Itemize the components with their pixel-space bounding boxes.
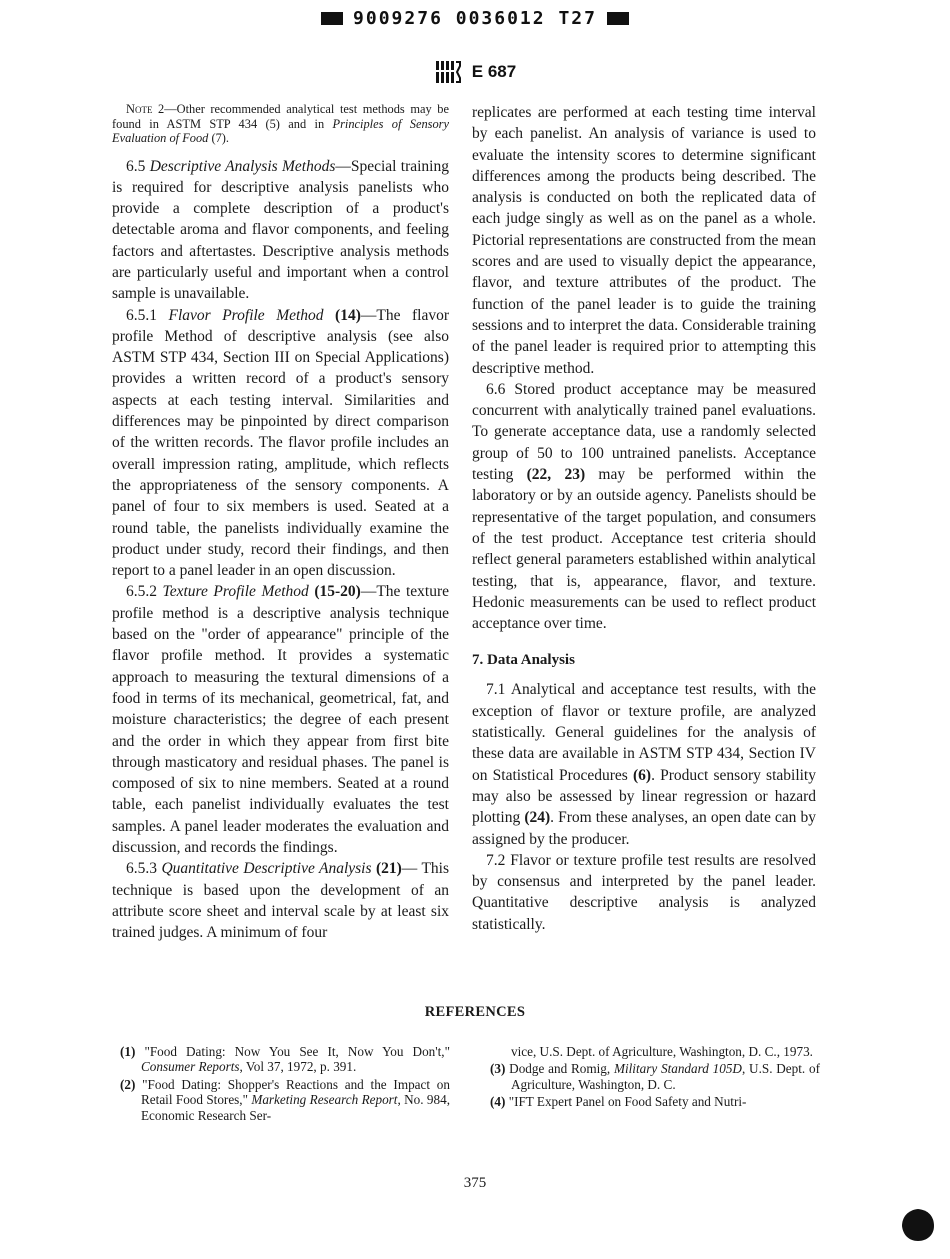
p652-num: 6.5.2 xyxy=(126,583,163,601)
right-column xyxy=(472,102,816,935)
p66-text-b: may be performed within the laboratory or by an outside agency. Panelists should be representative of the target population, and consumers of the test product. Acceptance test criteria should reflect general parameters established within analytical testing, that is, appearance, flavor, and texture. Hedonic measurements can be used to reflect product acceptance over time. xyxy=(472,466,816,633)
p651-ref: (14) xyxy=(323,306,361,324)
ref2-num: (2) xyxy=(120,1076,136,1092)
reference-1 xyxy=(120,1044,450,1075)
p66-text-a: 6.6 Stored product acceptance may be measured concurrent with analytically trained panel evaluations. To generate acceptance data, use a randomly selected group of 50 to 100 untrained panelists. Acceptance testing xyxy=(472,380,816,484)
note-label: Note 2 xyxy=(126,102,165,116)
barcode-header xyxy=(0,8,950,29)
p66-ref: (22, 23) xyxy=(526,466,586,484)
ref4-num: (4) xyxy=(490,1094,506,1110)
p71-text-a: 7.1 Analytical and acceptance test results, with the exception of flavor or texture profile, are analyzed statistically. General guidelines for the analysis of these data are available in ASTM STP 434, Section IV on Statistical Procedures xyxy=(472,681,816,784)
p71-text-c: . From these analyses, an open date can by assigned by the producer. xyxy=(472,809,817,848)
p65-title: Descriptive Analysis Methods xyxy=(149,157,336,175)
ref2-text-b: , No. 984, Economic Research Ser- xyxy=(141,1092,450,1123)
p652-title: Texture Profile Method xyxy=(162,583,309,601)
p653-title: Quantitative Descriptive Analysis xyxy=(161,860,372,878)
corner-registration-mark-icon xyxy=(900,1207,936,1243)
p65-num: 6.5 xyxy=(126,157,150,175)
standard-header xyxy=(0,58,950,86)
note-italic-title: Principles of Sensory Evaluation of Food xyxy=(112,116,449,145)
note-text-b: (7). xyxy=(208,131,230,145)
references-left xyxy=(120,1044,450,1125)
ref1-num: (1) xyxy=(120,1044,136,1059)
ref1-text-a: "Food Dating: Now You See It, Now You Don't," xyxy=(135,1044,450,1059)
reference-2-continued: vice, U.S. Dept. of Agriculture, Washington, D. C., 1973. xyxy=(511,1044,813,1059)
paragraph-6-5-1 xyxy=(112,305,449,582)
p71-ref1: (6) xyxy=(633,766,652,784)
note-text-a: —Other recommended analytical test methods may be found in ASTM STP 434 (5) and in xyxy=(112,102,449,131)
barcode-block-right xyxy=(607,12,629,25)
paragraph-6-6 xyxy=(472,379,816,635)
note-2 xyxy=(112,102,449,146)
p71-text-b: . Product sensory stability may also be assessed by linear regression or hazard plotting xyxy=(472,766,816,827)
p71-ref2: (24) xyxy=(524,809,551,827)
standard-number: E 687 xyxy=(471,62,517,81)
p65-text: —Special training is required for descriptive analysis panelists who provide a complete description of a product's detectable aroma and flavor components, and feeling factors and aftertastes. Descriptive analysis methods are particularly useful and important when a control sample is unavailable. xyxy=(112,157,449,303)
page-number: 375 xyxy=(463,1175,487,1191)
ref1-text-b: , Vol 37, 1972, p. 391. xyxy=(239,1059,357,1075)
references-heading: REFERENCES xyxy=(424,1004,526,1020)
p652-ref: (15-20) xyxy=(308,583,361,601)
reference-2 xyxy=(120,1077,450,1123)
barcode-block-left xyxy=(321,12,343,25)
p652-text: —The texture profile method is a descriptive analysis technique based on the "order of appearance" principle of the flavor profile method. It provides a systematic approach to measuring the textural dimensions of a food in terms of its mechanical, geometrical, fat, and moisture characteristics; the degree of each present and the order in which they appear from first bite through masticatory and residual phases. The panel is composed of six to nine members. Seated at a round table, each panelist individually evaluates the test samples. A panel leader moderates the evaluation and discussion, and records the findings. xyxy=(112,583,449,856)
paragraph-6-5-3 xyxy=(112,858,449,943)
reference-3 xyxy=(490,1061,820,1092)
ref3-italic: Military Standard 105D xyxy=(613,1061,742,1077)
ref3-text-a: Dodge and Romig, xyxy=(505,1061,614,1077)
left-column xyxy=(112,102,449,943)
ref2-text-a: "Food Dating: Shopper's Reactions and the Impact on Retail Food Stores," xyxy=(135,1076,450,1108)
p653-num: 6.5.3 xyxy=(126,860,162,878)
ref3-num: (3) xyxy=(490,1061,506,1077)
p653-text: — This technique is based upon the development of an attribute score sheet and interval scale by at least six trained judges. A minimum of four xyxy=(112,860,449,942)
p653-ref: (21) xyxy=(371,860,402,878)
barcode-text: 9009276 0036012 T27 xyxy=(353,8,597,29)
p651-title: Flavor Profile Method xyxy=(168,306,324,324)
ref3-text-b: , U.S. Dept. of Agriculture, Washington, D. C. xyxy=(511,1061,820,1092)
astm-logo-icon xyxy=(434,58,462,86)
paragraph-6-5-2 xyxy=(112,581,449,858)
paragraph-7-2: 7.2 Flavor or texture profile test results are resolved by consensus and interpreted by the panel leader. Quantitative descriptive analysis is analyzed statistically. xyxy=(472,851,816,933)
ref1-italic: Consumer Reports xyxy=(141,1059,240,1075)
references-right xyxy=(490,1044,820,1112)
ref2-italic: Marketing Research Report xyxy=(251,1092,398,1108)
paragraph-6-5-3-continued: replicates are performed at each testing time interval by each panelist. An analysis of variance is used to evaluate the intensity scores to determine significant differences among the products being described. The analysis is conducted on both the replicated data of each judge singly as well as on the panel as a whole. Pictorial representations are constructed from the mean scores and are used to visually depict the appearance, flavor, and texture attributes of the product. The function of the panel leader is to guide the training sessions and to interpret the data. Considerable training of the panel leader is required prior to attempting this descriptive method. xyxy=(472,104,816,377)
paragraph-7-1 xyxy=(472,679,816,849)
p651-num: 6.5.1 xyxy=(126,306,169,324)
reference-4 xyxy=(490,1094,820,1109)
p651-text: —The flavor profile Method of descriptive analysis (see also ASTM STP 434, Section III on Special Applications) provides a written record of a product's sensory aspects at each testing interval. Similarities and differences may be pinpointed by direct comparison of the written records. The flavor profile includes an overall impression rating, amplitude, which reflects the appropriateness of the sensory components. A panel of four to six members is used. Seated at a round table, the panelists individually examine the product under study, record their findings, and then report to a panel leader in an open discussion. xyxy=(112,306,450,580)
ref4-text-a: "IFT Expert Panel on Food Safety and Nutri- xyxy=(505,1094,747,1110)
paragraph-6-5 xyxy=(112,156,449,305)
section-7-heading: 7. Data Analysis xyxy=(472,652,575,669)
